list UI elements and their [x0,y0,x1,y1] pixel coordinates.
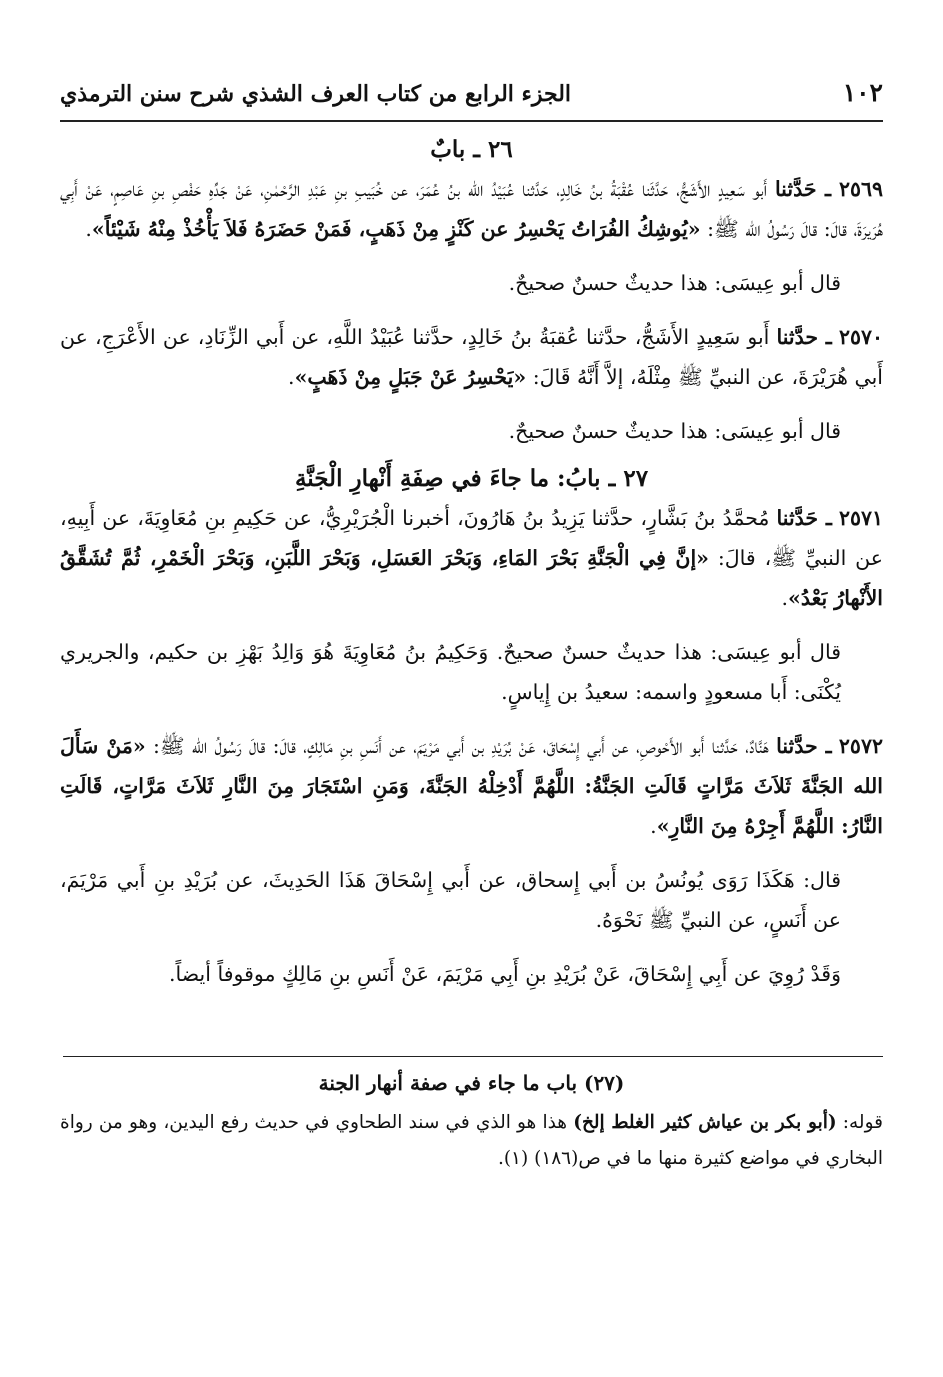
hadith-lead: حدَّثنا [776,325,819,349]
running-title: الجزء الرابع من كتاب العرف الشذي شرح سنن الترمذي [60,81,572,107]
footnote-quote: (أبو بكر بن عياش كثير الغلط إلخ) [573,1112,837,1133]
hadith-paragraph: ٢٥٧٢ ـ حدَّثنا هَنَّادٌ، حَدَّثنا أَبو الأَحْوصِ، عن أَبي إِسْحَاقَ، عَنْ بُرَيْدِ بن أَبي مَرْيَمَ، عن أَنَسِ بنِ مَالِكٍ، قالَ: قالَ رَسُولُ الله ﷺ: «مَنْ سَأَلَ الله الجَنَّةَ ثَلاَثَ مَرَّاتٍ قَالَتِ الجَنَّةُ: اللَّهُمَّ أَدْخِلْهُ الجَنَّةَ، وَمَنِ اسْتَجَارَ مِنَ النَّارِ ثَلاَثَ مَرَّاتٍ، قَالَتِ النَّارُ: اللَّهُمَّ أَجِرْهُ مِنَ النَّارِ». [60,734,883,838]
grading-paragraph: قال أبو عِيسَى: هذا حديثٌ حسنٌ صحيحٌ. وَحَكِيمُ بنُ مُعَاوِيَةَ هُوَ وَالِدُ بَهْزِ بن حكيم، والجريري يُكْنَى: أَبا مسعودٍ واسمه: سعيدُ بن إِياسٍ. [60,640,841,704]
commentary-paragraph: وَقَدْ رُوِيَ عن أَبِي إِسْحَاقَ، عَنْ بُرَيْدِ بنِ أَبِي مَرْيَمَ، عَنْ أَنَسِ بنِ مَالِكٍ موقوفاً أيضاً. [168,962,841,986]
grading-paragraph: قال أبو عِيسَى: هذا حديثٌ حسنٌ صحيحٌ. [508,271,841,295]
hadith-quote: «إنَّ فِي الْجَنَّةِ بَحْرَ المَاءِ، وَبَحْرَ العَسَلِ، وَبَحْرَ اللَّبَنِ، وَبَحْرَ الْخَمْرِ، ثُمَّ تُشَقَّقُ الأَنْهارُ بَعْدُ» [60,546,883,610]
hadith-chain: أَبو سَعِيدٍ الأَشَجُّ، حدَّثنا عُقبَةُ بنُ خَالِدٍ، حدَّثنا عُبَيْدُ اللَّهِ، عن أَبي الزِّنَادِ، عن الأَعْرَجِ، عن أَبي هُرَيْرَةَ، عن النبيِّ ﷺ مِثْلَهُ، إلاَّ أَنَّهُ قَالَ: [60,325,883,389]
grading-paragraph: قال أبو عِيسَى: هذا حديثٌ حسنٌ صحيحٌ. [508,419,841,443]
commentary-paragraph: قال: هَكَذَا رَوَى يُونُسُ بن أَبي إِسحاق، عن أَبي إِسْحَاقَ هَذَا الحَدِيثَ، عن بُرَيْدِ بنِ أَبي مَرْيَمَ، عن أَنَسٍ، عن النبيِّ ﷺ نَحْوَهُ. [60,868,841,932]
hadith-lead: حَدَّثنا [776,506,819,530]
hadith-tail: . [650,814,657,838]
running-header [60,78,883,122]
hadith-lead: حدَّثنا [776,734,818,758]
page-number: ١٠٢ [842,78,883,107]
hadith-number: ٢٥٧٢ [838,734,883,758]
footnote-lead: قوله: [842,1112,883,1133]
footnote-heading: (٢٧) باب ما جاء في صفة أنهار الجنة [318,1071,625,1095]
hadith-tail: . [288,365,295,389]
hadith-paragraph: ٢٥٧٠ ـ حدَّثنا أَبو سَعِيدٍ الأَشَجُّ، حدَّثنا عُقبَةُ بنُ خَالِدٍ، حدَّثنا عُبَيْدُ اللَّهِ، عن أَبي الزِّنَادِ، عن الأَعْرَجِ، عن أَبي هُرَيْرَةَ، عن النبيِّ ﷺ مِثْلَهُ، إلاَّ أَنَّهُ قَالَ: «يَحْسِرُ عَنْ جَبَلٍ مِنْ ذَهَبٍ». [60,325,883,389]
section-heading: ٢٧ ـ بابُ: ما جاءَ في صِفَةِ أَنْهارِ الْجَنَّةِ [294,465,649,492]
hadith-quote: «يَحْسِرُ عَنْ جَبَلٍ مِنْ ذَهَبٍ» [294,365,527,389]
section-heading: ٢٦ ـ بابٌ [430,136,513,163]
footnote-text: هذا هو الذي في سند الطحاوي في حديث رفع اليدين، وهو من رواة البخاري في مواضع كثيرة منها ما في ص(١٨٦) (١). [60,1112,883,1169]
hadith-quote: «يُوشِكُ الفُرَاتُ يَحْسِرُ عن كَنْزٍ مِنْ ذَهَبٍ، فَمَنْ حَضَرَهُ فَلاَ يَأْخُذْ مِنْهُ شَيْئاً» [91,217,701,241]
hadith-chain: مُحمَّدُ بنُ بَشَّارٍ، حدَّثنا يَزِيدُ بنُ هَارُونَ، أخبرنا الْجُرَيْرِيُّ، عن حَكِيمِ بنِ مُعَاوِيَةَ، عن أَبِيهِ، عن النبيِّ ﷺ، قالَ: [60,506,883,570]
hadith-number: ٢٥٦٩ [838,177,883,201]
hadith-tail: . [781,586,788,610]
hadith-number: ٢٥٧١ [838,506,883,530]
hadith-tail: . [85,217,92,241]
hadith-chain: أَبو سَعِيدٍ الأَشَجُّ، حَدَّثَنا عُقْبَةُ بنُ خَالِدٍ، حَدَّثنا عُبَيْدُ الله بنُ عُمَرَ، عن خُبَيبِ بنِ عَبْدِ الرَّحْمٰنِ، عَنْ جَدِّهِ حَفْصِ بنِ عَاصِمٍ، عَنْ أَبِي هُرَيرَةَ، قالَ: قالَ رَسُولُ الله ﷺ: [60,177,883,241]
footnote-paragraph [60,1105,883,1177]
hadith-number: ٢٥٧٠ [838,325,883,349]
hadith-chain: هَنَّادٌ، حَدَّثنا أَبو الأَحْوصِ، عن أَبي إِسْحَاقَ، عَنْ بُرَيْدِ بن أَبي مَرْيَمَ، عن أَنَسِ بنِ مَالِكٍ، قالَ: قالَ رَسُولُ الله ﷺ: [152,734,769,758]
hadith-quote: «مَنْ سَأَلَ الله الجَنَّةَ ثَلاَثَ مَرَّاتٍ قَالَتِ الجَنَّةُ: اللَّهُمَّ أَدْخِلْهُ الجَنَّةَ، وَمَنِ اسْتَجَارَ مِنَ النَّارِ ثَلاَثَ مَرَّاتٍ، قَالَتِ النَّارُ: اللَّهُمَّ أَجِرْهُ مِنَ النَّارِ» [60,734,883,838]
hadith-lead: حَدَّثنا [774,177,817,201]
footnote-divider [63,1056,883,1057]
hadith-paragraph: ٢٥٧١ ـ حَدَّثنا مُحمَّدُ بنُ بَشَّارٍ، حدَّثنا يَزِيدُ بنُ هَارُونَ، أخبرنا الْجُرَيْرِيُّ، عن حَكِيمِ بنِ مُعَاوِيَةَ، عن أَبِيهِ، عن النبيِّ ﷺ، قالَ: «إنَّ فِي الْجَنَّةِ بَحْرَ المَاءِ، وَبَحْرَ العَسَلِ، وَبَحْرَ اللَّبَنِ، وَبَحْرَ الْخَمْرِ، ثُمَّ تُشَقَّقُ الأَنْهارُ بَعْدُ». [60,506,883,610]
hadith-paragraph: ٢٥٦٩ ـ حَدَّثنا أَبو سَعِيدٍ الأَشَجُّ، حَدَّثَنا عُقْبَةُ بنُ خَالِدٍ، حَدَّثنا عُبَيْدُ الله بنُ عُمَرَ، عن خُبَيبِ بنِ عَبْدِ الرَّحْمٰنِ، عَنْ جَدِّهِ حَفْصِ بنِ عَاصِمٍ، عَنْ أَبِي هُرَيرَةَ، قالَ: قالَ رَسُولُ الله ﷺ: «يُوشِكُ الفُرَاتُ يَحْسِرُ عن كَنْزٍ مِنْ ذَهَبٍ، فَمَنْ حَضَرَهُ فَلاَ يَأْخُذْ مِنْهُ شَيْئاً». [60,177,883,241]
